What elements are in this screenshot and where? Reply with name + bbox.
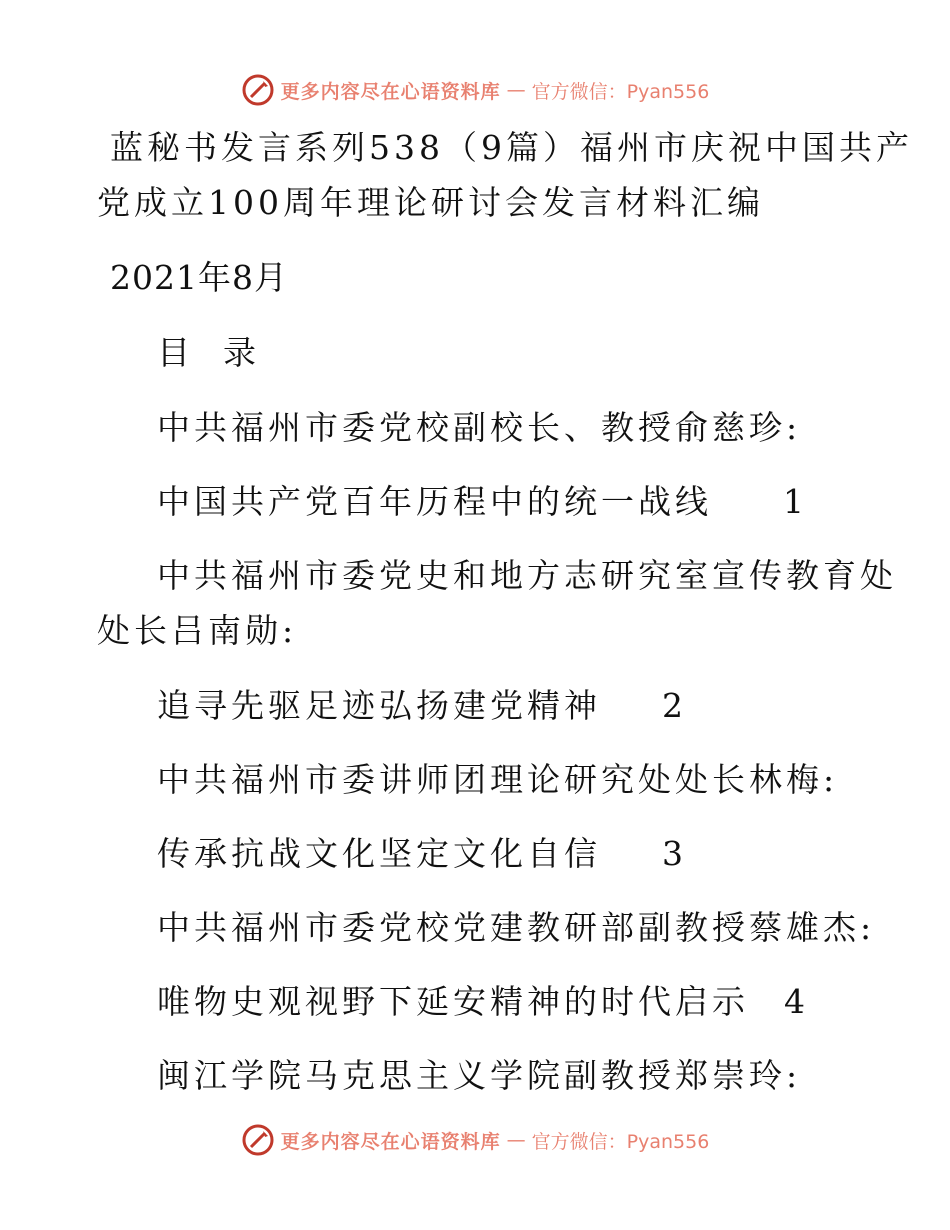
toc-entry: [157, 482, 805, 522]
doc-date: 2021年8月: [110, 258, 288, 297]
toc-heading: 目 录: [157, 333, 260, 372]
toc-entry-page: 2: [662, 686, 684, 725]
watermark-contact: 官方微信：Pyan556: [531, 1130, 710, 1153]
toc-author: 闽江学院马克思主义学院副教授郑崇玲:: [157, 1056, 802, 1095]
watermark-text: 更多内容尽在心语资料库: [280, 80, 501, 103]
toc-entry: [157, 982, 806, 1022]
toc-entry-title: 唯物史观视野下延安精神的时代启示: [157, 982, 749, 1021]
doc-title-line-2: 党成立100周年理论研讨会发言材料汇编: [97, 183, 764, 222]
toc-author: 中共福州市委党校党建教研部副教授蔡雄杰:: [157, 908, 876, 947]
watermark-footer: [0, 1120, 950, 1160]
watermark-separator: —: [506, 1129, 526, 1151]
toc-author: 中共福州市委讲师团理论研究处处长林梅:: [157, 760, 839, 799]
toc-author: 中共福州市委党史和地方志研究室宣传教育处: [157, 556, 897, 595]
toc-entry-page: 4: [784, 982, 806, 1021]
toc-entry: [157, 834, 684, 874]
watermark-separator: —: [506, 79, 526, 101]
toc-author-continued: 处长吕南勋:: [97, 611, 298, 650]
doc-title-line-1: 蓝秘书发言系列538（9篇）福州市庆祝中国共产: [110, 128, 913, 167]
logo-icon: [241, 73, 275, 107]
watermark-text: 更多内容尽在心语资料库: [280, 1130, 501, 1153]
toc-entry-page: 1: [783, 482, 805, 521]
toc-entry-title: 追寻先驱足迹弘扬建党精神: [157, 686, 601, 725]
toc-entry-title: 中国共产党百年历程中的统一战线: [157, 482, 712, 521]
watermark-contact: 官方微信：Pyan556: [531, 80, 710, 103]
toc-entry: [157, 686, 684, 726]
toc-entry-title: 传承抗战文化坚定文化自信: [157, 834, 601, 873]
watermark-header: [0, 70, 950, 110]
logo-icon: [241, 1123, 275, 1157]
toc-entry-page: 3: [662, 834, 684, 873]
toc-author: 中共福州市委党校副校长、教授俞慈珍:: [157, 408, 802, 447]
